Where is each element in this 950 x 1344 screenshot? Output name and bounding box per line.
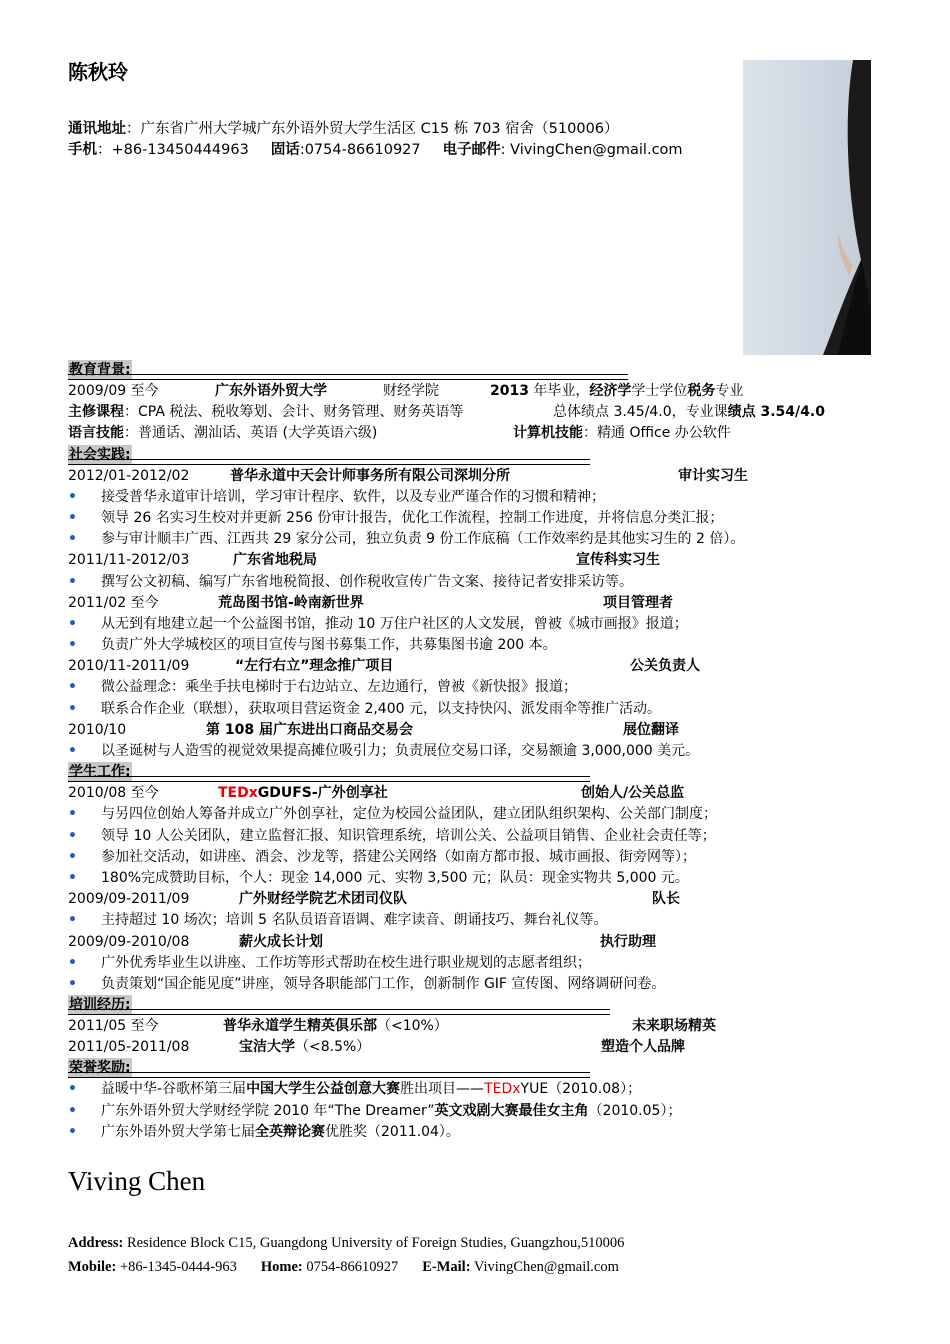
training-date: 2011/05-2011/08 [68, 1039, 190, 1056]
training-org: 普华永道学生精英俱乐部（<10%） [223, 1018, 448, 1035]
job-org: 广外财经学院艺术团司仪队 [239, 891, 407, 908]
section-rule [68, 459, 590, 465]
section-rule [68, 1009, 610, 1015]
mobile-value: ：+86-13450444963 [97, 142, 249, 158]
training-row [68, 1016, 888, 1037]
job-row [68, 783, 888, 804]
phone-value: :0754-86610927 [299, 142, 421, 158]
training-row [68, 1037, 888, 1058]
section-rule [68, 1072, 590, 1078]
email-label: 电子邮件 [442, 142, 501, 158]
english-address-line: Address: Residence Block C15, Guangdong University of Foreign Studies, Guangzhou,510006 [68, 1235, 625, 1251]
list-item: • 参加社交活动，如讲座、酒会、沙龙等，搭建公关网络（如南方都市报、城市画报、街旁网等）； [68, 847, 888, 868]
job-org: “左行右立”理念推广项目 [235, 658, 394, 675]
list-item: • 主持超过 10 场次；培训 5 名队员语音语调、难字读音、朗诵技巧、舞台礼仪等。 [68, 910, 888, 931]
job-role: 公关负责人 [630, 658, 700, 675]
job-org: TEDxGDUFS-广外创享社 [218, 785, 388, 802]
section-education [68, 360, 888, 381]
computer-skills: 计算机技能：精通 Office 办公软件 [513, 425, 731, 442]
job-org: 广东省地税局 [233, 552, 317, 569]
list-item: • 微公益理念：乘坐手扶电梯时于右边站立、左边通行，曾被《新快报》报道； [68, 677, 888, 698]
job-date: 2011/02 至今 [68, 594, 159, 611]
section-practice [68, 445, 888, 466]
address-label: 通讯地址 [68, 121, 126, 137]
courses-row [68, 402, 888, 423]
english-email[interactable]: VivingChen@gmail.com [470, 1259, 619, 1275]
address-value: ：广东省广州大学城广东外语外贸大学生活区 C15 栋 703 宿舍（510006） [126, 121, 619, 137]
section-rule [68, 776, 590, 782]
section-title: 社会实践: [69, 446, 131, 463]
job-date: 2011/11-2012/03 [68, 552, 190, 569]
list-item: • 180%完成赞助目标，个人：现金 14,000 元、实物 3,500 元；队员：现金实物共 5,000 元。 [68, 868, 888, 889]
job-role: 审计实习生 [678, 467, 748, 484]
list-item: • 广东外语外贸大学第七届全英辩论赛优胜奖（2011.04）。 [68, 1122, 888, 1143]
edu-school: 广东外语外贸大学 [215, 383, 327, 399]
skills-row [68, 423, 888, 444]
profile-photo-image [743, 60, 871, 355]
job-role: 展位翻译 [623, 721, 679, 738]
job-role: 执行助理 [600, 933, 656, 950]
section-honors [68, 1058, 888, 1079]
section-title: 教育背景: [69, 362, 131, 378]
resume-name: 陈秋玲 [68, 60, 128, 84]
job-row [68, 656, 888, 677]
section-title: 培训经历: [69, 997, 131, 1014]
email-value[interactable]: : VivingChen@gmail.com [500, 142, 683, 158]
list-item: • 以圣诞树与人造雪的视觉效果提高摊位吸引力；负责展位交易口译，交易额逾 3,000,000 美元。 [68, 741, 888, 762]
job-row [68, 932, 888, 953]
job-date: 2012/01-2012/02 [68, 467, 190, 484]
job-role: 队长 [652, 891, 680, 908]
list-item: • 广东外语外贸大学财经学院 2010 年“The Dreamer”英文戏剧大赛最佳女主角（2010.05）； [68, 1101, 888, 1122]
job-date: 2009/09-2010/08 [68, 933, 190, 950]
training-role: 未来职场精英 [632, 1018, 716, 1035]
training-org: 宝洁大学（<8.5%） [239, 1039, 371, 1056]
resume-body [68, 360, 888, 1143]
list-item: • 从无到有地建立起一个公益图书馆，推动 10 万住户社区的人文发展，曾被《城市画报》报道； [68, 614, 888, 635]
edu-degree: 2013 年毕业，经济学学士学位税务专业 [490, 383, 744, 399]
job-date: 2010/10 [68, 721, 127, 738]
job-org: 第 108 届广东进出口商品交易会 [206, 721, 413, 738]
courses: 主修课程：CPA 税法、税收筹划、会计、财务管理、财务英语等 [68, 404, 464, 421]
list-item: • 接受普华永道审计培训，学习审计程序、软件，以及专业严谨合作的习惯和精神； [68, 487, 888, 508]
language-skills: 语言技能：普通话、潮汕话、英语 (大学英语六级) [68, 425, 378, 442]
profile-photo [743, 60, 871, 355]
job-date: 2009/09-2011/09 [68, 891, 190, 908]
list-item: • 负责广外大学城校区的项目宣传与图书募集工作，共募集图书逾 200 本。 [68, 635, 888, 656]
education-row [68, 381, 888, 402]
address-line [68, 117, 619, 138]
job-role: 项目管理者 [603, 594, 673, 611]
edu-college: 财经学院 [383, 383, 439, 399]
list-item: • 联系合作企业（联想），获取项目营运资金 2,400 元，以支持快闪、派发雨伞等推广活动。 [68, 699, 888, 720]
job-row [68, 593, 888, 614]
section-rule [68, 374, 628, 380]
section-title: 荣誉奖励: [69, 1060, 131, 1077]
job-org: 普华永道中天会计师事务所有限公司深圳分所 [230, 467, 510, 484]
contact-line [68, 138, 683, 159]
list-item: • 负责策划“国企能见度”讲座，领导各职能部门工作，创新制作 GIF 宣传图、网络调研问卷。 [68, 974, 888, 995]
list-item: • 撰写公文初稿、编写广东省地税简报、创作税收宣传广告文案、接待记者安排采访等。 [68, 572, 888, 593]
training-role: 塑造个人品牌 [601, 1039, 685, 1056]
section-training [68, 995, 888, 1016]
job-date: 2010/11-2011/09 [68, 658, 190, 675]
mobile-label: 手机 [68, 142, 97, 158]
english-contact-line: Mobile: +86-1345-0444-963 Home: 0754-86610927 E-Mail: VivingChen@gmail.com [68, 1259, 619, 1275]
job-row [68, 720, 888, 741]
job-row [68, 889, 888, 910]
job-org: 薪火成长计划 [239, 933, 323, 950]
list-item: • 与另四位创始人筹备并成立广外创享社，定位为校园公益团队，建立团队组织架构、公关部门制度； [68, 804, 888, 825]
list-item: • 益暖中华-谷歌杯第三届中国大学生公益创意大赛胜出项目——TEDxYUE（2010.08）； [68, 1079, 888, 1100]
phone-label: 固话 [270, 142, 300, 158]
gpa: 总体绩点 3.45/4.0，专业课绩点 3.54/4.0 [553, 404, 825, 421]
section-title: 学生工作: [69, 764, 131, 781]
list-item: • 领导 10 人公关团队，建立监督汇报、知识管理系统，培训公关、公益项目销售、企业社会责任等； [68, 826, 888, 847]
job-date: 2010/08 至今 [68, 785, 159, 802]
list-item: • 领导 26 名实习生校对并更新 256 份审计报告，优化工作流程，控制工作进度，并将信息分类汇报； [68, 508, 888, 529]
list-item: • 参与审计顺丰广西、江西共 29 家分公司，独立负责 9 份工作底稿（工作效率约是其他实习生的 2 倍）。 [68, 529, 888, 550]
edu-date: 2009/09 至今 [68, 383, 159, 399]
section-student-work [68, 762, 888, 783]
training-date: 2011/05 至今 [68, 1018, 159, 1035]
job-row [68, 466, 888, 487]
list-item: • 广外优秀毕业生以讲座、工作坊等形式帮助在校生进行职业规划的志愿者组织； [68, 953, 888, 974]
english-name: Viving Chen [68, 1166, 206, 1196]
job-org: 荒岛图书馆-岭南新世界 [218, 594, 364, 611]
job-role: 宣传科实习生 [576, 552, 660, 569]
job-row [68, 550, 888, 571]
job-role: 创始人/公关总监 [581, 785, 685, 802]
